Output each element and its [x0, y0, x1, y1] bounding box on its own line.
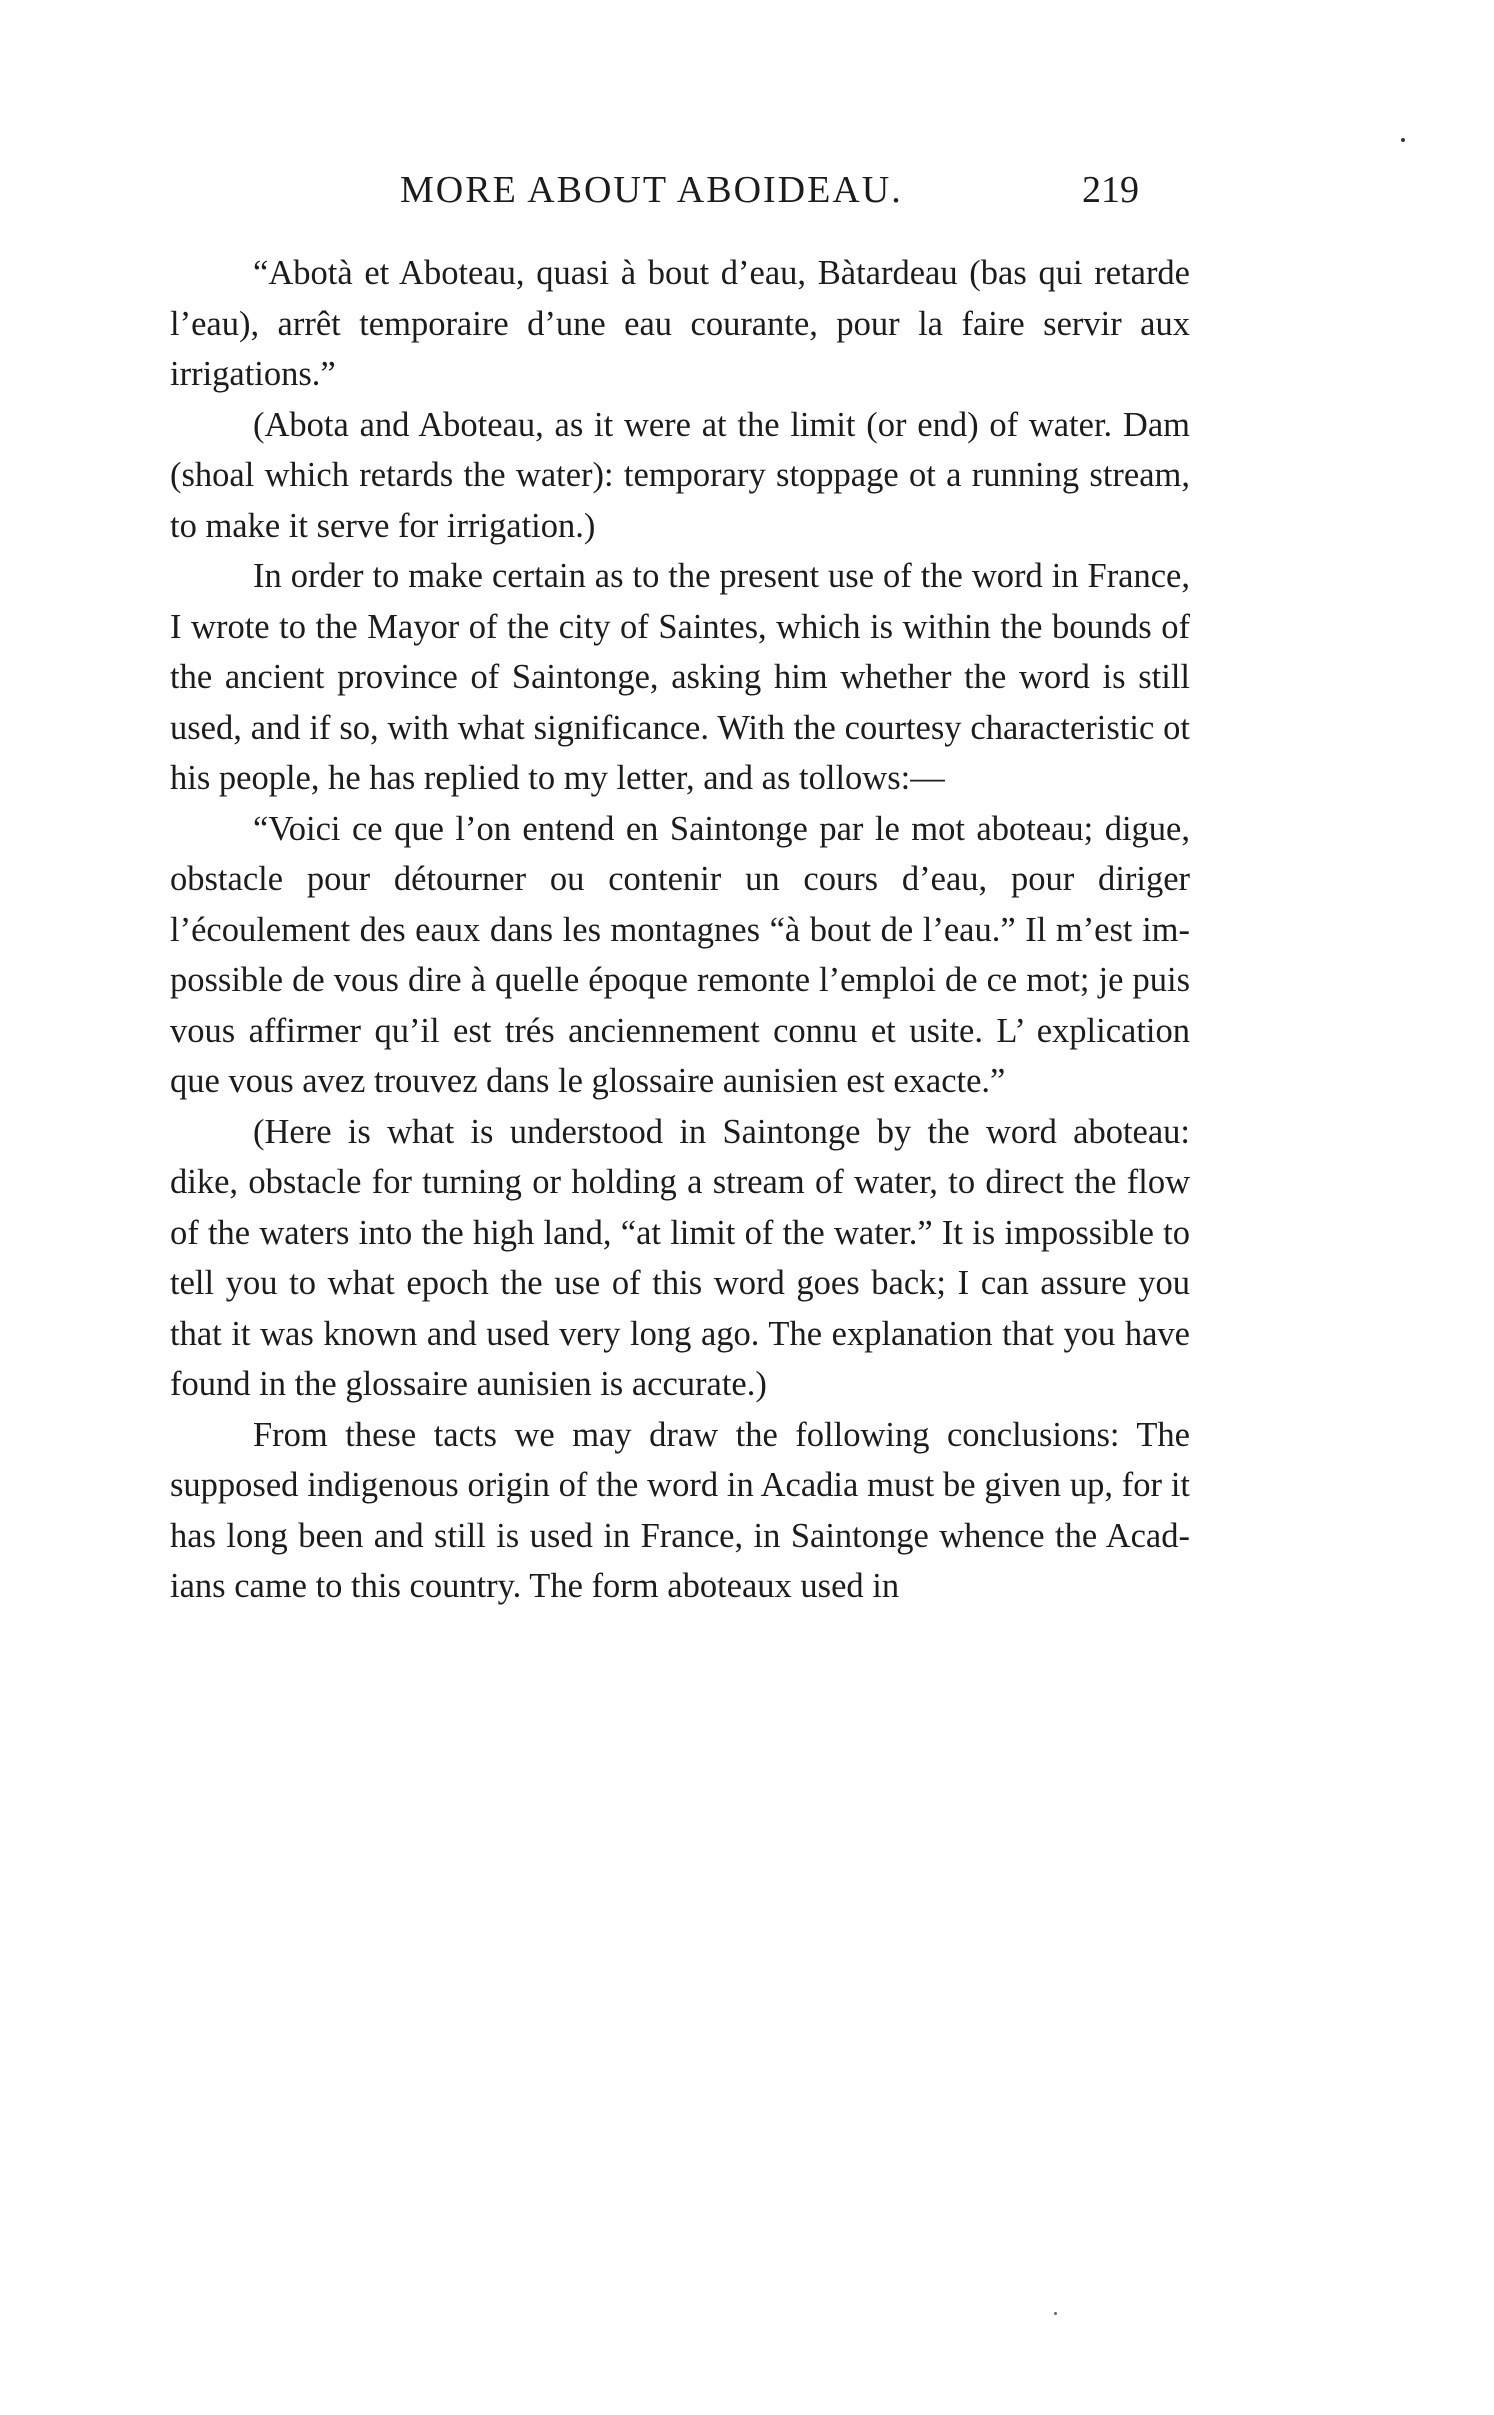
- scan-speck: [1401, 138, 1405, 142]
- paragraph-french-definition: “Abotà et Aboteau, quasi à bout d’eau, Bàtardeau (bas qui retarde l’eau), arrêt temporaire d’une eau courante, pour la faire servir aux irrigations.”: [170, 254, 1190, 393]
- page-header: [400, 168, 1200, 228]
- paragraph-english-translation: (Abota and Aboteau, as it were at the limit (or end) of water. Dam (shoal which retards the water): temporary stoppage ot a running stream, to make it serve for irrigation.): [170, 405, 1190, 545]
- paragraph-letter-to-mayor: In order to make certain as to the present use of the word in France, I wrote to the Mayor of the city of Saintes, which is within the bounds of the ancient province of Saintonge, asking him whether the word is still used, and if so, with what significance. With the courtesy characteristic ot his people, he has replied to my letter, and as tollows:—: [170, 557, 1190, 797]
- body-text: [170, 248, 1190, 1612]
- page-number: 219: [1082, 169, 1139, 211]
- paragraph-mayor-reply-french: “Voici ce que l’on entend en Saintonge par le mot aboteau; digue, obstacle pour détourner ou contenir un cours d’eau, pour diriger l’écoulement des eaux dans les montagnes “à bout de l’eau.” Il m’est impossible de vous dire à quelle époque remonte l’emploi de ce mot; je puis vous affirmer qu’il est trés anciennement connu et usite. L’ explication que vous avez trouvez dans le glossaire aunisien est exacte.”: [170, 809, 1190, 1100]
- paragraph-mayor-reply-english: (Here is what is understood in Saintonge by the word aboteau: dike, obstacle for turning or holding a stream of water, to direct the flow of the waters into the high land, “at limit of the water.” It is impossible to tell you to what epoch the use of this word goes back; I can assure you that it was known and used very long ago. The explanation that you have found in the glossaire aunisien is accurate.): [170, 1112, 1190, 1403]
- paragraph-conclusions: From these tacts we may draw the following conclusions: The supposed indigenous origin of the word in Acadia must be given up, for it has long been and still is used in France, in Saintonge whence the Acadians came to this country. The form aboteaux used in: [170, 1415, 1190, 1605]
- running-head: MORE ABOUT ABOIDEAU.: [400, 169, 903, 211]
- scan-speck: [1054, 2312, 1057, 2315]
